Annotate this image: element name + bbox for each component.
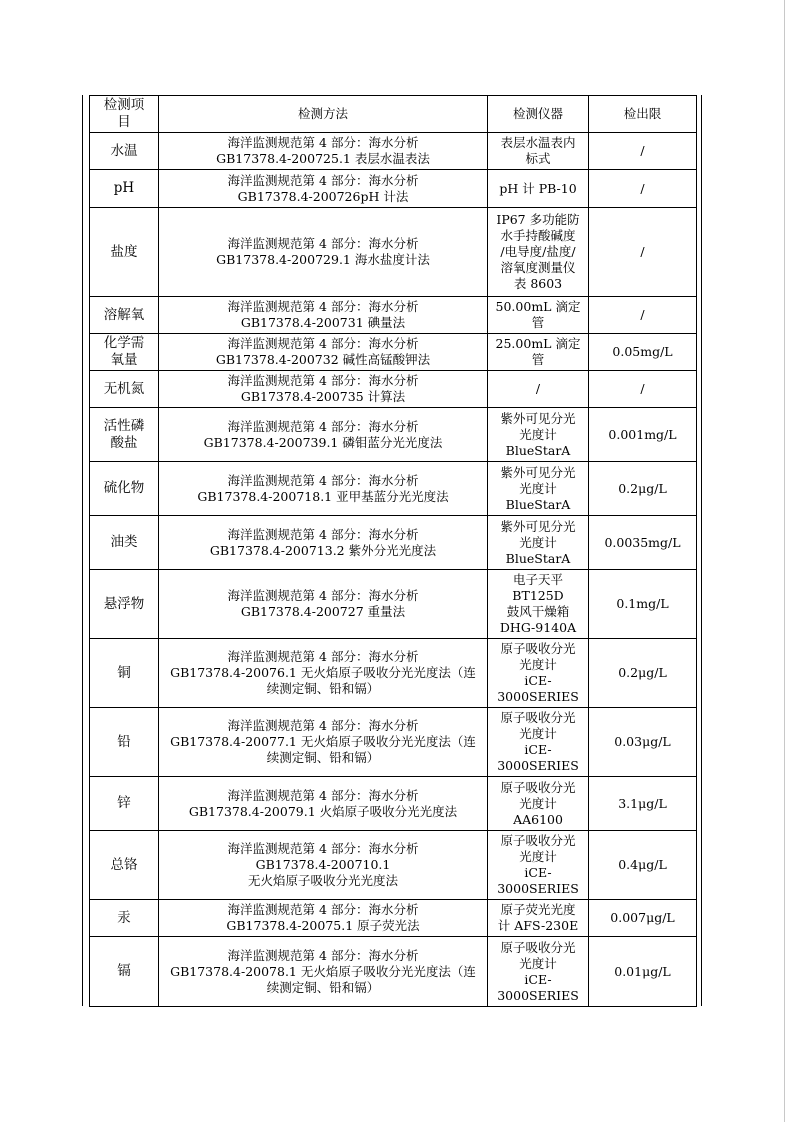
row-method: 海洋监测规范第 4 部分：海水分析 GB17378.4-200713.2 紫外分光光度法 — [159, 516, 488, 570]
outer-frame-right — [701, 95, 702, 1006]
row-method: 海洋监测规范第 4 部分：海水分析 GB17378.4-200735 计算法 — [159, 371, 488, 408]
row-item: 总铬 — [90, 831, 159, 900]
table-row — [90, 831, 697, 900]
row-method: 海洋监测规范第 4 部分：海水分析 GB17378.4-200727 重量法 — [159, 570, 488, 639]
row-limit: / — [589, 208, 697, 297]
row-instrument: 原子荧光光度 计 AFS-230E — [488, 900, 589, 937]
row-instrument: 紫外可见分光 光度计 BlueStarA — [488, 462, 589, 516]
row-item: 化学需 氧量 — [90, 334, 159, 371]
header-limit: 检出限 — [589, 96, 697, 133]
row-limit: 3.1μg/L — [589, 777, 697, 831]
row-limit: 0.2μg/L — [589, 639, 697, 708]
table-row — [90, 777, 697, 831]
row-limit: / — [589, 170, 697, 208]
row-limit: 0.01μg/L — [589, 937, 697, 1007]
row-item: 活性磷 酸盐 — [90, 408, 159, 462]
row-instrument: / — [488, 371, 589, 408]
row-item: 锌 — [90, 777, 159, 831]
header-instrument: 检测仪器 — [488, 96, 589, 133]
table-row — [90, 570, 697, 639]
row-item: 铅 — [90, 708, 159, 777]
row-item: 溶解氧 — [90, 297, 159, 334]
row-method: 海洋监测规范第 4 部分：海水分析 GB17378.4-20078.1 无火焰原子吸收分光光度法（连 续测定铜、铅和镉） — [159, 937, 488, 1007]
row-item: 无机氮 — [90, 371, 159, 408]
row-method: 海洋监测规范第 4 部分：海水分析 GB17378.4-200732 碱性高锰酸钾法 — [159, 334, 488, 371]
row-instrument: 原子吸收分光 光度计 iCE- 3000SERIES — [488, 639, 589, 708]
table-row — [90, 639, 697, 708]
row-item: pH — [90, 170, 159, 208]
row-limit: 0.03μg/L — [589, 708, 697, 777]
table-row — [90, 462, 697, 516]
row-instrument: 25.00mL 滴定 管 — [488, 334, 589, 371]
row-item: 硫化物 — [90, 462, 159, 516]
row-limit: / — [589, 371, 697, 408]
row-item: 铜 — [90, 639, 159, 708]
header-item: 检测项 目 — [90, 96, 159, 133]
row-method: 海洋监测规范第 4 部分：海水分析 GB17378.4-20075.1 原子荧光法 — [159, 900, 488, 937]
row-instrument: 紫外可见分光 光度计 BlueStarA — [488, 408, 589, 462]
row-method: 海洋监测规范第 4 部分：海水分析 GB17378.4-20077.1 无火焰原子吸收分光光度法（连 续测定铜、铅和镉） — [159, 708, 488, 777]
page-edge-line — [784, 0, 785, 1122]
row-instrument: 电子天平 BT125D 鼓风干燥箱 DHG-9140A — [488, 570, 589, 639]
table-row — [90, 900, 697, 937]
row-method: 海洋监测规范第 4 部分：海水分析 GB17378.4-200739.1 磷钼蓝分光光度法 — [159, 408, 488, 462]
row-instrument: 原子吸收分光 光度计 iCE- 3000SERIES — [488, 831, 589, 900]
row-item: 盐度 — [90, 208, 159, 297]
table-row — [90, 516, 697, 570]
row-instrument: IP67 多功能防 水手持酸碱度 /电导度/盐度/ 溶氧度测量仪 表 8603 — [488, 208, 589, 297]
row-instrument: pH 计 PB-10 — [488, 170, 589, 208]
table-header-row — [90, 96, 697, 133]
table-row — [90, 708, 697, 777]
detection-methods-table — [89, 95, 697, 1007]
outer-frame-left — [82, 95, 83, 1006]
table-row — [90, 170, 697, 208]
header-method: 检测方法 — [159, 96, 488, 133]
row-item: 悬浮物 — [90, 570, 159, 639]
row-limit: 0.1mg/L — [589, 570, 697, 639]
row-instrument: 原子吸收分光 光度计 iCE- 3000SERIES — [488, 708, 589, 777]
table-row — [90, 208, 697, 297]
row-method: 海洋监测规范第 4 部分：海水分析 GB17378.4-200718.1 亚甲基蓝分光光度法 — [159, 462, 488, 516]
row-limit: 0.0035mg/L — [589, 516, 697, 570]
row-limit: 0.001mg/L — [589, 408, 697, 462]
row-item: 油类 — [90, 516, 159, 570]
row-instrument: 原子吸收分光 光度计 iCE- 3000SERIES — [488, 937, 589, 1007]
row-limit: 0.05mg/L — [589, 334, 697, 371]
row-method: 海洋监测规范第 4 部分：海水分析 GB17378.4-20079.1 火焰原子吸收分光光度法 — [159, 777, 488, 831]
row-method: 海洋监测规范第 4 部分：海水分析 GB17378.4-200731 碘量法 — [159, 297, 488, 334]
row-limit: / — [589, 133, 697, 170]
row-instrument: 50.00mL 滴定 管 — [488, 297, 589, 334]
table-row — [90, 408, 697, 462]
table-row — [90, 133, 697, 170]
row-method: 海洋监测规范第 4 部分：海水分析 GB17378.4-200725.1 表层水温表法 — [159, 133, 488, 170]
row-limit: 0.007μg/L — [589, 900, 697, 937]
table-row — [90, 937, 697, 1007]
row-limit: 0.4μg/L — [589, 831, 697, 900]
row-instrument: 原子吸收分光 光度计 AA6100 — [488, 777, 589, 831]
row-item: 水温 — [90, 133, 159, 170]
row-limit: / — [589, 297, 697, 334]
row-method: 海洋监测规范第 4 部分：海水分析 GB17378.4-200710.1 无火焰原子吸收分光光度法 — [159, 831, 488, 900]
table-row — [90, 297, 697, 334]
row-limit: 0.2μg/L — [589, 462, 697, 516]
row-instrument: 表层水温表内 标式 — [488, 133, 589, 170]
table-row — [90, 371, 697, 408]
table-row — [90, 334, 697, 371]
row-method: 海洋监测规范第 4 部分：海水分析 GB17378.4-200729.1 海水盐度计法 — [159, 208, 488, 297]
row-method: 海洋监测规范第 4 部分：海水分析 GB17378.4-20076.1 无火焰原子吸收分光光度法（连 续测定铜、铅和镉） — [159, 639, 488, 708]
row-method: 海洋监测规范第 4 部分：海水分析 GB17378.4-200726pH 计法 — [159, 170, 488, 208]
row-item: 镉 — [90, 937, 159, 1007]
row-item: 汞 — [90, 900, 159, 937]
row-instrument: 紫外可见分光 光度计 BlueStarA — [488, 516, 589, 570]
